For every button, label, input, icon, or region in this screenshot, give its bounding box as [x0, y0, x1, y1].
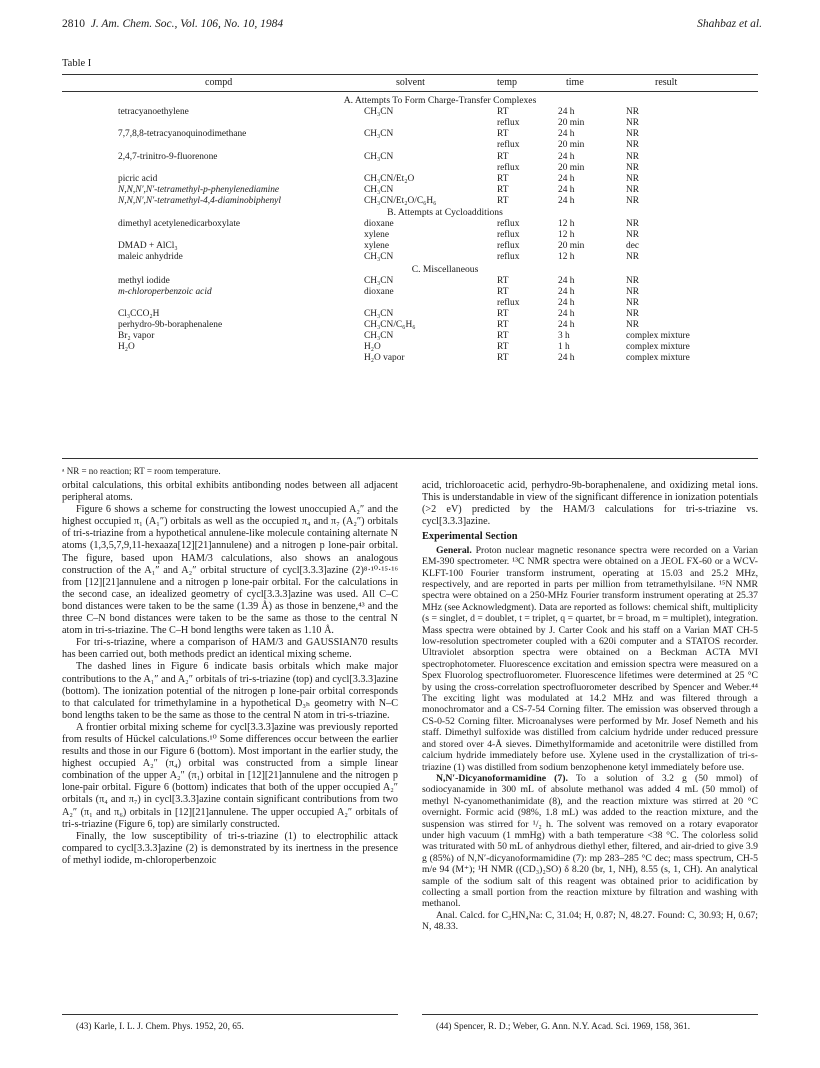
cell-compd: H₂O	[118, 342, 135, 353]
table-row	[0, 129, 820, 140]
cell-result: NR	[626, 162, 640, 173]
right-column	[422, 480, 758, 933]
cell-solvent: CH₃CN	[364, 275, 394, 286]
cell-temp: RT	[497, 129, 509, 140]
table-row	[0, 185, 820, 196]
table-section-title: C. Miscellaneous	[411, 263, 479, 275]
table-row	[0, 140, 820, 151]
cell-temp: RT	[497, 353, 509, 364]
cell-solvent: dioxane	[364, 219, 394, 230]
cell-result: complex mixture	[626, 331, 690, 342]
table-row	[0, 241, 820, 252]
cell-time: 12 h	[558, 252, 575, 263]
header-authors: Shahbaz et al.	[697, 18, 762, 30]
cell-time: 20 min	[558, 140, 585, 151]
table-bottom-rule	[62, 458, 758, 459]
cell-time: 20 min	[558, 162, 585, 173]
cell-temp: reflux	[497, 297, 520, 308]
cell-temp: reflux	[497, 230, 520, 241]
cell-result: NR	[626, 230, 640, 241]
cell-time: 24 h	[558, 195, 575, 206]
cell-solvent: dioxane	[364, 286, 394, 297]
table-row	[0, 163, 820, 174]
cell-temp: RT	[497, 275, 509, 286]
reference-rule-left	[62, 1014, 398, 1015]
column-header-result: result	[655, 77, 678, 88]
run-in-heading: N,N′-Dicyanoformamidine (7).	[436, 772, 568, 784]
cell-temp: RT	[497, 195, 509, 206]
cell-result: NR	[626, 275, 640, 286]
table-row	[0, 309, 820, 320]
cell-compd: dimethyl acetylenedicarboxylate	[118, 219, 241, 230]
column-header-temp: temp	[497, 77, 517, 88]
run-in-heading: General.	[436, 544, 472, 556]
table-row	[0, 107, 820, 118]
table-row	[0, 219, 820, 230]
cell-temp: RT	[497, 308, 509, 319]
cell-time: 24 h	[558, 286, 575, 297]
cell-temp: RT	[497, 320, 509, 330]
cell-compd: Cl₃CCO₂H	[118, 308, 160, 319]
cell-temp: reflux	[497, 162, 520, 173]
cell-solvent: CH₃CN/Et₂O	[364, 173, 415, 184]
cell-time: 24 h	[558, 184, 575, 195]
cell-time: 3 h	[558, 331, 570, 342]
cell-temp: reflux	[497, 219, 520, 230]
column-header-solvent: solvent	[396, 77, 425, 88]
cell-temp: reflux	[497, 140, 520, 151]
table-row	[0, 331, 820, 342]
cell-temp: RT	[497, 342, 509, 353]
table-row	[0, 118, 820, 129]
cell-result: complex mixture	[626, 342, 690, 353]
left-column	[62, 480, 398, 867]
column-header-compd: compd	[205, 77, 233, 88]
table-row	[0, 287, 820, 298]
cell-compd: methyl iodide	[118, 275, 170, 286]
table-row	[0, 252, 820, 263]
cell-time: 12 h	[558, 219, 575, 230]
reference-44: (44) Spencer, R. D.; Weber, G. Ann. N.Y. Acad. Sci. 1969, 158, 361.	[436, 1022, 691, 1032]
table-row	[0, 353, 820, 364]
table-header-rule	[62, 91, 758, 92]
paragraph-analysis: Anal. Calcd. for C₃HN₄Na: C, 31.04; H, 0.87; N, 48.27. Found: C, 30.93; H, 0.67; N, 48.33.	[422, 909, 758, 933]
cell-time: 20 min	[558, 241, 585, 252]
section-heading: Experimental Section	[422, 531, 518, 543]
cell-compd: Br₂ vapor	[118, 331, 155, 342]
cell-solvent: CH₃CN	[364, 129, 394, 140]
cell-temp: RT	[497, 331, 509, 342]
paragraph: Figure 6 shows a scheme for constructing the lowest unoccupied A₂″ and the highest occupied π₁ (A₁″) orbitals as well as the occupied π₄ and π₇ (A₂″) orbitals of tri-s-triazine from a hypothetical annulene-like molecule containing alternate N atoms (1,3,5,7,9,11-hexaaza[12][21]annulene) and a nitrogen p lone-pair orbital. The figure, based upon HAM/3 calculations, also shows an analogous construction of the A₁″ and A₂″ orbital structure of cycl[3.3.3]azine (2)⁸·¹⁰·¹⁵·¹⁶ from [12][21]annulene and a nitrogen p lone-pair orbital. For the calculations in the second case, an idealized geometry of cycl[3.3.3]azine was used. All C–C bond distances were taken to be the same (1.39 Å) as those in benzene,⁴³ and the three C–N bond distances were taken to be the same as those to the central N atom in tri-s-triazine. The C–H bond lengths were taken as 1.10 Å.	[62, 504, 398, 637]
table-row	[0, 196, 820, 207]
cell-compd: 7,7,8,8-tetracyanoquinodimethane	[118, 129, 247, 140]
cell-temp: RT	[497, 107, 509, 118]
cell-time: 12 h	[558, 230, 575, 241]
paragraph: orbital calculations, this orbital exhibits antibonding nodes between all adjacent peripheral atoms.	[62, 480, 398, 504]
table-section-title: B. Attempts at Cycloadditions	[387, 207, 503, 218]
cell-compd: DMAD + AlCl₃	[118, 241, 178, 252]
cell-result: complex mixture	[626, 353, 690, 364]
paragraph-text: To a solution of 3.2 g (50 mmol) of sodiocyanamide in 300 mL of absolute methanol was added 4 mL (50 mmol) of methyl N-cyanomethanimidate (8), and the reaction mixture was stirred at 20 °C overnight. Formic acid (98%, 1.8 mL) was added to the reaction mixture, and the suspension was stirred for ¹/₂ h. The solvent was removed on a rotary evaporator under high vacuum (1 mmHg) with a bath temperature <38 °C. The colorless solid was triturated with 50 mL of anhydrous diethyl ether, filtered, and air-dried to give 3.9 g (85%) of N,N′-dicyanoformamidine (7): mp 283–285 °C dec; mass spectrum, CH-5 m/e 94 (M⁺); ¹H NMR ((CD₃)₂SO) δ 8.20 (br, 1, NH), 8.55 (s, 1, CH). An analytical sample of the sodium salt of this reagent was obtained prior to acidification by collecting a small portion from the reaction mixture by filtration and washing with methanol.	[422, 772, 758, 910]
table-row	[0, 298, 820, 309]
paragraph: Finally, the low susceptibility of tri-s-triazine (1) to electrophilic attack compared to cycl[3.3.3]azine (2) is demonstrated by its inertness in the presence of methyl iodide, m-chloroperbenzoic	[62, 830, 398, 866]
header-left	[62, 18, 283, 30]
paragraph: For tri-s-triazine, where a comparison of HAM/3 and GAUSSIAN70 results has been carried out, both methods predict an identical mixing scheme.	[62, 637, 398, 661]
cell-compd: picric acid	[118, 173, 158, 184]
cell-solvent: CH₃CN	[364, 184, 394, 195]
cell-time: 24 h	[558, 275, 575, 286]
reference-rule-right	[422, 1014, 758, 1015]
table-footnote: ᵃ NR = no reaction; RT = room temperature.	[62, 466, 221, 476]
cell-solvent: CH₃CN	[364, 308, 394, 319]
table-row	[0, 342, 820, 353]
paragraph-text: Proton nuclear magnetic resonance spectra were recorded on a Varian EM-390 spectrometer. ¹³C NMR spectra were obtained on a JEOL FX-60 or a WCV-KLFT-100 Fourier transform instrument, operating at 15.03 and 25.2 MHz, respectively, and are reported in parts per million from tetramethylsilane. ¹⁵N NMR spectra were obtained on a 250-MHz Fourier transform instrument operating at 25.37 MHz (see Acknowledgment). Data are reported as follows: chemical shift, multiplicity (s = singlet, d = doublet, t = triplet, q = quartet, br = broad, m = multiplet), integration. Mass spectra were obtained by J. Carter Cook and his staff on a Varian MAT CH-5 low-resolution spectrometer coupled with a 620i computer and a STATOS recorder. Ultraviolet absorption spectra were obtained on a Beckman ACTA MVI spectrophotometer. Fluorescence excitation and emission spectra were measured on a Spex Fluorolog spectrofluorometer. Fluorescence lifetimes were determined at 25 °C by using the cross-correlation spectrofluorometer described by Spencer and Weber.⁴⁴ The exciting light was modulated at 14.2 MHz and was filtered through a monochromator and a CS-7-54 Corning filter. The emission was observed through a CS-0-52 Corning filter. Microanalyses were performed by Mr. Josef Nemeth and his staff. Dimethyl sulfoxide was distilled from calcium hydride under reduced pressure and stored over 4-Å sieves. Dimethylformamide and acetonitrile were distilled from calcium hydride immediately before use. Xylene used in the crystallization of tri-s-triazine (1) was distilled from sodium benzophenone ketyl immediately before use.	[422, 544, 758, 773]
cell-solvent: CH₃CN	[364, 107, 394, 118]
cell-result: NR	[626, 320, 640, 330]
cell-solvent: CH₃CN	[364, 151, 394, 162]
paragraph: acid, trichloroacetic acid, perhydro-9b-boraphenalene, and oxidizing metal ions. This is understandable in view of the significant difference in ionization potentials (>2 eV) predicted by the HAM/3 calculations for tri-s-triazine vs. cycl[3.3.3]azine.	[422, 480, 758, 528]
cell-temp: RT	[497, 184, 509, 195]
cell-compd: perhydro-9b-boraphenalene	[118, 320, 223, 330]
paragraph: The dashed lines in Figure 6 indicate basis orbitals which make major contributions to the A₁″ and A₂″ orbitals of tri-s-triazine (top) and cycl[3.3.3]azine (bottom). The ionization potential of the nitrogen p lone-pair orbital corresponds to that calculated for trimethylamine in a hypothetical D₃ₕ geometry with N–C bond lengths taken to be the same as those to the central N atom in tri-s-triazine.	[62, 661, 398, 721]
cell-temp: reflux	[497, 118, 520, 129]
cell-time: 24 h	[558, 107, 575, 118]
cell-time: 24 h	[558, 129, 575, 140]
cell-time: 24 h	[558, 173, 575, 184]
cell-time: 24 h	[558, 308, 575, 319]
cell-time: 1 h	[558, 342, 570, 353]
paragraph-dicyanoformamidine	[422, 773, 758, 910]
table-label: Table I	[62, 58, 92, 69]
cell-result: NR	[626, 286, 640, 297]
cell-time: 24 h	[558, 151, 575, 162]
cell-solvent: xylene	[364, 230, 389, 241]
cell-compd: N,N,N′,N′-tetramethyl-p-phenylenediamine	[118, 184, 280, 195]
cell-solvent: H₂O vapor	[364, 353, 405, 364]
cell-result: NR	[626, 308, 640, 319]
page-number: 2810	[62, 18, 85, 30]
cell-compd: m-chloroperbenzoic acid	[118, 286, 212, 297]
cell-solvent: CH₃CN	[364, 252, 394, 263]
reference-43: (43) Karle, I. L. J. Chem. Phys. 1952, 20, 65.	[76, 1022, 244, 1032]
cell-time: 24 h	[558, 353, 575, 364]
table-row	[0, 174, 820, 185]
cell-compd: maleic anhydride	[118, 252, 183, 263]
cell-result: NR	[626, 184, 640, 195]
cell-result: NR	[626, 140, 640, 151]
cell-solvent: H₂O	[364, 342, 381, 353]
cell-result: NR	[626, 118, 640, 129]
cell-solvent: CH₃CN/Et₂O/C₆H₆	[364, 195, 437, 206]
cell-result: NR	[626, 252, 640, 263]
cell-solvent: CH₃CN/C₆H₆	[364, 320, 416, 330]
cell-time: 24 h	[558, 320, 575, 330]
journal-citation: J. Am. Chem. Soc., Vol. 106, No. 10, 1984	[90, 18, 284, 30]
table-top-rule	[62, 74, 758, 75]
table-row	[0, 320, 820, 331]
cell-time: 20 min	[558, 118, 585, 129]
cell-time: 24 h	[558, 297, 575, 308]
cell-result: NR	[626, 297, 640, 308]
cell-temp: RT	[497, 151, 509, 162]
cell-temp: reflux	[497, 241, 520, 252]
cell-temp: reflux	[497, 252, 520, 263]
paragraph-general	[422, 545, 758, 773]
cell-solvent: CH₃CN	[364, 331, 394, 342]
paragraph: A frontier orbital mixing scheme for cycl[3.3.3]azine was previously reported from results of Hückel calculations.¹⁰ Some differences occur between the earlier results and those in our Figure 6 (bottom). Most important in the earlier study, the highest occupied A₂″ (π₄) orbital was constructed from a simple linear combination of the upper A₂″ (π₁) orbital in [12][21]annulene and the nitrogen p lone-pair orbital. Figure 6 (bottom) indicates that both of the upper occupied A₂″ orbitals (π₄ and π₇) in cycl[3.3.3]azine contain significant contributions from two A₂″ (π₁ and π₆) orbitals in [12][21]annulene. The upper occupied A₂″ orbitals of tri-s-triazine (Figure 6, top) are similarly constructed.	[62, 721, 398, 830]
table-row	[0, 276, 820, 287]
cell-result: NR	[626, 173, 640, 184]
cell-compd: tetracyanoethylene	[118, 107, 189, 118]
column-header-time: time	[566, 77, 584, 88]
table-row	[0, 152, 820, 163]
cell-result: NR	[626, 219, 640, 230]
cell-solvent: xylene	[364, 241, 389, 252]
cell-compd: N,N,N′,N′-tetramethyl-4,4-diaminobiphenyl	[118, 195, 281, 206]
table-section-title: A. Attempts To Form Charge-Transfer Complexes	[343, 95, 537, 106]
cell-temp: RT	[497, 286, 509, 297]
cell-temp: RT	[497, 173, 509, 184]
running-header	[62, 18, 762, 40]
cell-result: dec	[626, 241, 640, 252]
table-row	[0, 230, 820, 241]
cell-result: NR	[626, 195, 640, 206]
cell-result: NR	[626, 107, 640, 118]
cell-result: NR	[626, 151, 640, 162]
cell-result: NR	[626, 129, 640, 140]
cell-compd: 2,4,7-trinitro-9-fluorenone	[118, 151, 218, 162]
